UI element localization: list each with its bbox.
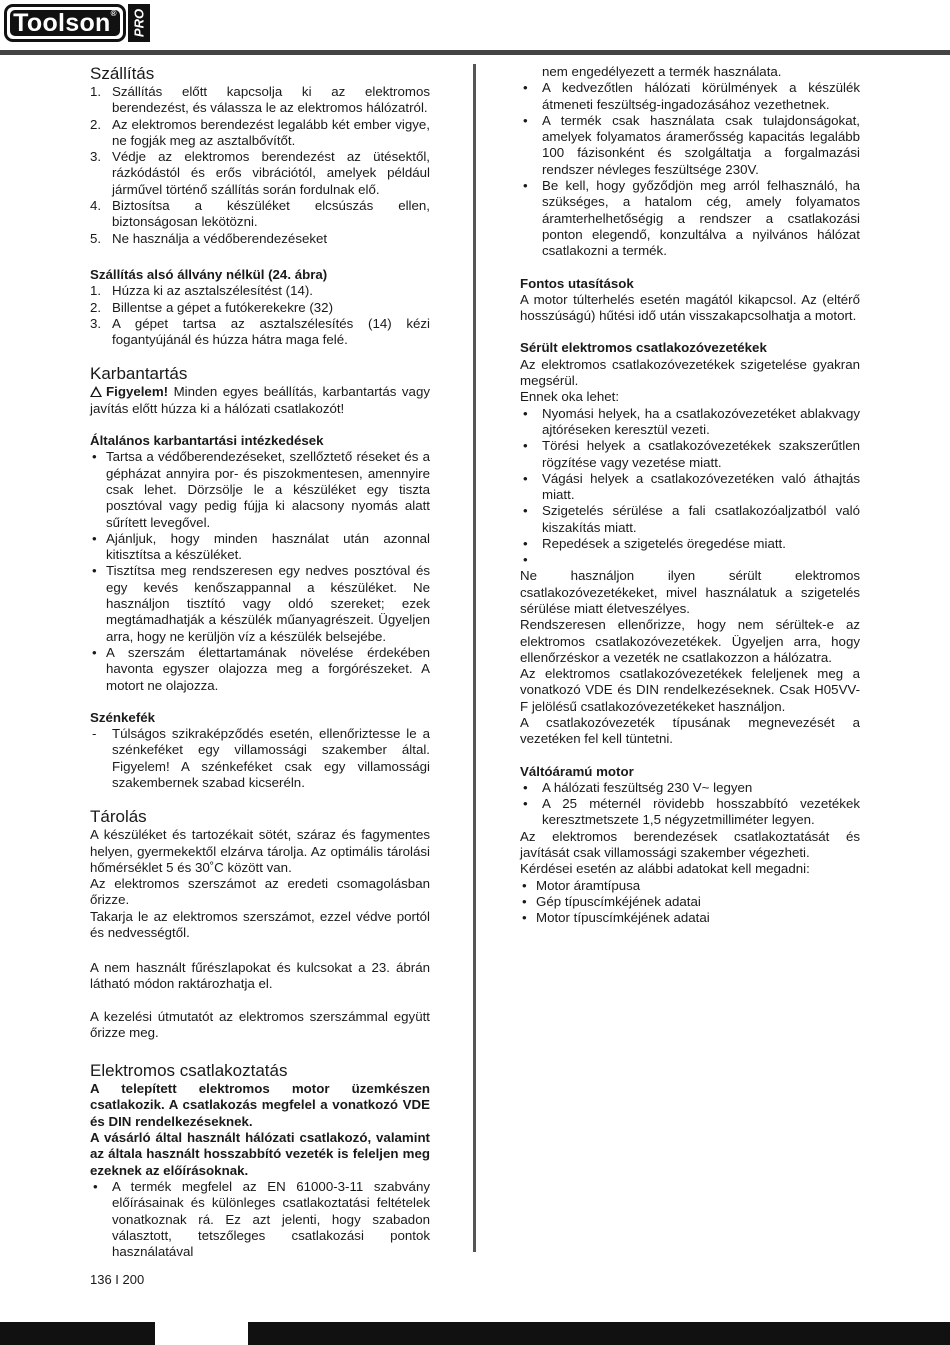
left-column bbox=[90, 64, 430, 941]
transport-nostand-steps bbox=[90, 283, 430, 348]
damaged-paragraph: Az elektromos csatlakozóvezetékek szigetelése gyakran megsérül. bbox=[520, 356, 860, 389]
list-item: 1. Szállítás előtt kapcsolja ki az elektromos berendezést, és válassza le az elektromos hálózatról. bbox=[90, 84, 430, 116]
storage-paragraph: Takarja le az elektromos szerszámot, ezzel védve portól és nedvességtől. bbox=[90, 908, 430, 941]
damaged-paragraph: Ennek oka lehet: bbox=[520, 389, 620, 405]
ac-motor-title: Váltóáramú motor bbox=[520, 763, 634, 779]
brand-name: Toolson bbox=[13, 9, 111, 37]
list-item: 3. A gépet tartsa az asztalszélesítés (14) kézi fogantyújánál és húzza hátra maga felé. bbox=[90, 315, 430, 348]
transport-title: Szállítás bbox=[90, 64, 155, 83]
list-item: 5. Ne használja a védőberendezéseket bbox=[90, 230, 328, 246]
header-rule bbox=[0, 50, 950, 55]
electric-title: Elektromos csatlakoztatás bbox=[90, 1061, 288, 1081]
list-item: • Be kell, hogy győződjön meg arról felhasználó, ha szükséges, a hatalom cég, amely folyamatos áramterhelhetőségig a rendszer a csatlakozási ponton elegendő, konzultálva a nyilvános hálózat csatlakozni a termék. bbox=[520, 178, 860, 259]
list-item: • A termék csak használata csak tulajdonságokat, amelyek folyamatos áramerősség kapacitás legalább 100 fázisonként és szolgáltatja a forgalmazási rendszer névleges feszültsége 230V. bbox=[520, 113, 860, 178]
damaged-paragraph: Ne használjon ilyen sérült elektromos csatlakozóvezetékeket, mivel használatuk a szigetelés sérülése miatt életveszélyes. bbox=[520, 568, 860, 616]
ac-paragraph: Az elektromos berendezések csatlakoztatását és javítását csak villamossági szakember végezheti. bbox=[520, 828, 860, 861]
list-item: 3. Védje az elektromos berendezést az ütésektől, rázkódástól és erős vibrációtól, amelyek például járművel történő szállítás során fordulnak elő. bbox=[90, 149, 430, 197]
ac-motor-list bbox=[520, 780, 860, 829]
page-number: 136 I 200 bbox=[90, 1272, 145, 1287]
transport-nostand-title: Szállítás alsó állvány nélkül (24. ábra) bbox=[90, 266, 328, 282]
general-maintenance-title: Általános karbantartási intézkedések bbox=[90, 433, 324, 449]
important-text: A motor túlterhelés esetén magától kikapcsol. Az (eltérő hosszúságú) hűtési idő után visszakapcsolhatja a motort. bbox=[520, 291, 860, 324]
continuation-list bbox=[520, 80, 860, 259]
damaged-causes-list bbox=[520, 406, 860, 569]
storage-paragraph: A nem használt fűrészlapokat és kulcsokat a 23. ábrán látható módon raktározhatja el. bbox=[90, 960, 430, 992]
list-item: • A 25 méternél rövidebb hosszabbító vezetékek keresztmetszete 1,5 négyzetmilliméter legyen. bbox=[520, 796, 860, 829]
list-item: • A termék megfelel az EN 61000-3-11 szabvány előírásainak és különleges csatlakoztatási feltételek vonatkoznak rá. Ez azt jelenti, hogy szabadon választott, tetszőleges csatlakozási pontok használatával bbox=[90, 1179, 430, 1260]
column-divider bbox=[473, 64, 476, 1252]
list-item: 2. Az elektromos berendezést legalább két ember vigye, ne fogják meg az asztalbővítőt. bbox=[90, 116, 430, 148]
list-item: • A szerszám élettartamának növelése érdekében havonta egyszer olajozza meg a forgórészeket. A motort ne olajozza. bbox=[90, 645, 430, 694]
list-item: • Vágási helyek a csatlakozóvezetéken való áthajtás miatt. bbox=[520, 471, 860, 504]
list-item: • Törési helyek a csatlakozóvezetékek szakszerűtlen rögzítése vagy vezetése miatt. bbox=[520, 438, 860, 471]
registered-mark: ® bbox=[110, 9, 117, 18]
warning-icon bbox=[90, 386, 102, 397]
list-item bbox=[520, 552, 860, 568]
ac-data-list bbox=[520, 878, 860, 927]
list-item: • Tisztítsa meg rendszeresen egy nedves posztóval és egy kevés kenőszappannal a készüléket. Ne használjon tisztító vagy oldó szereket; ezek megtámadhatják a készülék műanyagrészeit. Ügyeljen arra, hogy ne kerüljön víz a készülék belsejébe. bbox=[90, 563, 430, 644]
electric-list bbox=[90, 1179, 430, 1260]
continuation-text: nem engedélyezett a termék használata. bbox=[542, 64, 782, 79]
transport-steps bbox=[90, 84, 430, 247]
left-column-lower bbox=[90, 960, 430, 1260]
list-item: • Tartsa a védőberendezéseket, szellőztető réseket és a gépházat annyira por- és piszokmentesen, amennyire csak lehet. Dörzsölje le a készüléket egy tiszta posztóval vagy pedig fújja ki alacsony nyomás alatt sűrített levegővel. bbox=[90, 449, 430, 530]
list-item: • Nyomási helyek, ha a csatlakozóvezetéket ablakvagy ajtóréseken keresztül vezeti. bbox=[520, 406, 860, 439]
storage-paragraph: A kezelési útmutatót az elektromos szerszámmal együtt őrizze meg. bbox=[90, 1008, 430, 1040]
list-item: • A kedvezőtlen hálózati körülmények a készülék átmeneti feszültség-ingadozásához vezethetnek. bbox=[520, 80, 860, 113]
list-item: 4. Biztosítsa a készüléket elcsúszás ellen, biztonságosan lekötözni. bbox=[90, 198, 430, 230]
electric-bold-paragraph: A telepített elektromos motor üzemkészen csatlakozik. A csatlakozás megfelel a vonatkozó VDE és DIN rendelkezéseknek. bbox=[90, 1081, 430, 1129]
toolson-logo bbox=[4, 4, 126, 42]
pro-badge: PRO bbox=[128, 4, 150, 42]
general-maintenance-list bbox=[90, 449, 430, 693]
storage-paragraph: Az elektromos szerszámot az eredeti csomagolásban őrizze. bbox=[90, 876, 430, 908]
maintenance-warning: Figyelem! Minden egyes beállítás, karbantartás vagy javítás előtt húzza ki a hálózati csatlakozót! bbox=[90, 384, 430, 416]
list-item: • Szigetelés sérülése a fali csatlakozóaljzatból való kiszakítás miatt. bbox=[520, 503, 860, 536]
page-header bbox=[0, 0, 950, 52]
list-item: • A hálózati feszültség 230 V~ legyen bbox=[520, 780, 860, 796]
damaged-paragraph: Rendszeresen ellenőrizze, hogy nem sérültek-e az elektromos csatlakozóvezetékek. Ügyeljen arra, hogy ellenőrzéskor a vezeték ne csatlakozzon a hálózatra. bbox=[520, 617, 860, 665]
damaged-paragraph: Az elektromos csatlakozóvezetékek feleljenek meg a vonatkozó VDE és DIN rendelkezéseknek. Csak H05VV-F jelölésű csatlakozóvezetékeket használjon. bbox=[520, 666, 860, 714]
damaged-cables-title: Sérült elektromos csatlakozóvezetékek bbox=[520, 340, 767, 356]
list-item: • Motor áramtípusa bbox=[520, 878, 860, 894]
list-item: • Ajánljuk, hogy minden használat után azonnal kitisztítsa a készüléket. bbox=[90, 531, 430, 564]
list-item: • Motor típuscímkéjének adatai bbox=[520, 910, 860, 926]
right-column bbox=[520, 64, 860, 927]
list-item: 1. Húzza ki az asztalszélesítést (14). bbox=[90, 283, 314, 299]
list-item: - Túlságos szikraképződés esetén, ellenőriztesse le a szénkeféket egy villamossági szakember által. Figyelem! A szénkeféket csak egy villamossági szakembernek szabad kicseréln. bbox=[90, 726, 430, 791]
maintenance-title: Karbantartás bbox=[90, 364, 188, 384]
ac-paragraph: Kérdései esetén az alábbi adatokat kell megadni: bbox=[520, 861, 810, 877]
brushes-title: Szénkefék bbox=[90, 709, 156, 725]
list-item: • Repedések a szigetelés öregedése miatt. bbox=[520, 536, 860, 552]
storage-paragraph: A készüléket és tartozékait sötét, száraz és fagymentes helyen, gyermekektől elzárva tárolja. Az optimális tárolási hőmérséklet 5 és 30˚C között van. bbox=[90, 827, 430, 875]
storage-title: Tárolás bbox=[90, 807, 147, 827]
brushes-list bbox=[90, 726, 430, 791]
footer-bar bbox=[0, 1322, 950, 1345]
footer-bar-gap bbox=[155, 1322, 248, 1345]
damaged-paragraph: A csatlakozóvezeték típusának megnevezését a vezetéken fel kell tüntetni. bbox=[520, 714, 860, 747]
list-item: 2. Billentse a gépet a futókerekekre (32) bbox=[90, 299, 334, 315]
list-item: • Gép típuscímkéjének adatai bbox=[520, 894, 860, 910]
electric-bold-paragraph: A vásárló által használt hálózati csatlakozó, valamint az általa használt hosszabbító vezeték is feleljen meg ezeknek az előírásoknak. bbox=[90, 1130, 430, 1178]
important-title: Fontos utasítások bbox=[520, 275, 634, 291]
